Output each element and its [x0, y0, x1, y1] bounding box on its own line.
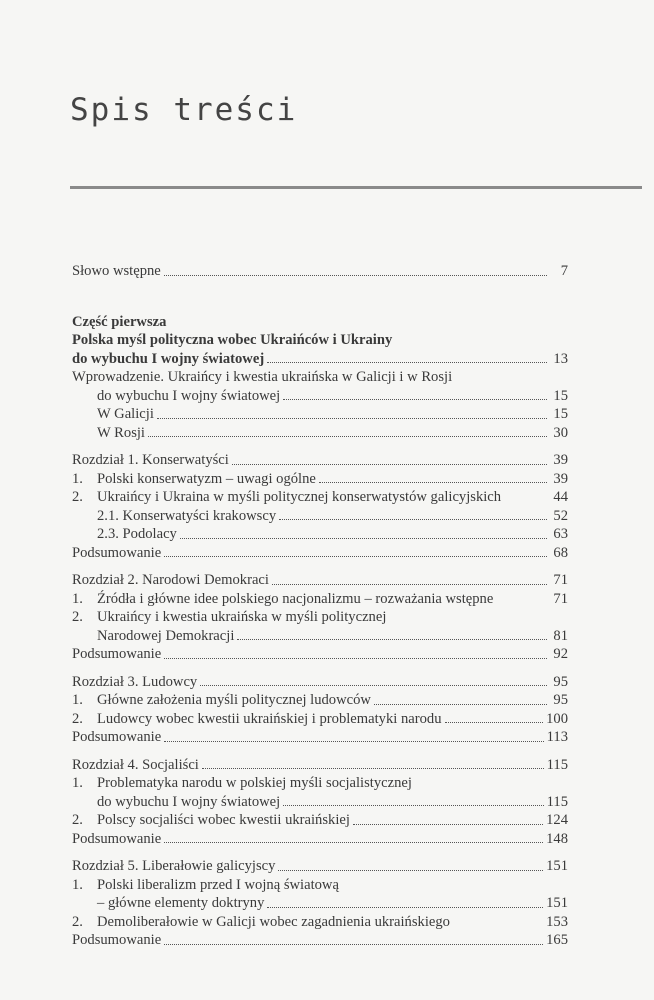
entry-title: Źródła i główne idee polskiego nacjonalizmu – rozważania wstępne [97, 590, 494, 607]
toc-entry [72, 424, 568, 443]
entry-title: Rozdział 5. Liberałowie galicyjscy [72, 858, 276, 874]
entry-number: 2. [72, 913, 83, 930]
toc-entry [72, 728, 568, 747]
dot-leader [232, 464, 547, 465]
toc-entry [72, 507, 568, 526]
entry-page-number: 151 [546, 895, 568, 911]
entry-title: Wprowadzenie. Ukraińcy i kwestia ukraińska w Galicji i w Rosji [72, 369, 453, 385]
entry-page-number: 113 [546, 729, 568, 745]
entry-title: Ludowcy wobec kwestii ukraińskiej i problematyki narodu [97, 710, 442, 727]
entry-title: Główne założenia myśli politycznej ludowców [97, 692, 371, 708]
entry-title: Narodowej Demokracji [97, 627, 235, 644]
toc-section [72, 673, 568, 747]
entry-title: Ukraińcy i kwestia ukraińska w myśli politycznej [97, 609, 387, 625]
entry-number: 1. [72, 470, 83, 487]
entry-page-number: 151 [546, 858, 568, 874]
toc-entry [72, 793, 568, 812]
entry-number: 1. [72, 775, 83, 791]
entry-number: 1. [72, 876, 83, 893]
toc-entry [72, 331, 568, 350]
toc-entry [72, 387, 568, 406]
toc-entry [72, 368, 568, 387]
dot-leader [353, 824, 543, 825]
entry-page-number: 52 [553, 507, 568, 524]
entry-page-number: 95 [553, 692, 568, 708]
toc-entry [72, 544, 568, 563]
entry-title: do wybuchu I wojny światowej [72, 350, 265, 367]
toc-entry [72, 830, 568, 849]
toc-section [72, 756, 568, 849]
entry-page-number: 7 [560, 263, 568, 279]
toc-entry [72, 691, 568, 710]
toc-section [72, 571, 568, 664]
toc-entry [72, 774, 568, 793]
entry-title: Problematyka narodu w polskiej myśli socjalistycznej [97, 775, 412, 791]
dot-leader [272, 584, 547, 585]
dot-leader [202, 768, 544, 769]
entry-page-number: 100 [546, 710, 568, 727]
table-of-contents [72, 262, 568, 950]
dot-leader [164, 275, 547, 276]
entry-page-number: 124 [546, 812, 568, 828]
toc-entry [72, 913, 568, 932]
dot-leader [148, 436, 547, 437]
dot-leader [237, 639, 547, 640]
entry-title: Część pierwsza [72, 313, 167, 330]
toc-entry [72, 470, 568, 489]
entry-title: Rozdział 3. Ludowcy [72, 673, 198, 690]
entry-page-number: 71 [553, 590, 568, 607]
entry-number: 2. [72, 489, 83, 505]
page-title: Spis treści [70, 92, 298, 128]
entry-title: Rozdział 1. Konserwatyści [72, 452, 229, 468]
toc-entry [72, 405, 568, 424]
dot-leader [164, 741, 543, 742]
entry-title: W Galicji [97, 406, 154, 422]
dot-leader [267, 362, 547, 363]
toc-entry [72, 451, 568, 470]
toc-entry [72, 571, 568, 590]
entry-title: Słowo wstępne [72, 263, 161, 279]
dot-leader [157, 418, 547, 419]
dot-leader [283, 399, 547, 400]
entry-page-number: 115 [546, 793, 568, 810]
entry-page-number: 115 [546, 756, 568, 773]
toc-entry [72, 894, 568, 913]
dot-leader [283, 805, 543, 806]
toc-section [72, 313, 568, 443]
entry-title: Rozdział 2. Narodowi Demokraci [72, 572, 269, 588]
dot-leader [200, 685, 547, 686]
dot-leader [374, 704, 547, 705]
entry-page-number: 68 [553, 544, 568, 561]
entry-title: Demoliberałowie w Galicji wobec zagadnienia ukraińskiego [97, 913, 450, 930]
entry-page-number: 39 [553, 452, 568, 468]
entry-page-number: 13 [553, 350, 568, 367]
entry-number: 2. [72, 710, 83, 727]
entry-page-number: 30 [553, 424, 568, 441]
toc-entry [72, 645, 568, 664]
entry-title: W Rosji [97, 424, 145, 441]
title-divider [70, 186, 642, 189]
toc-section [72, 857, 568, 950]
dot-leader [180, 538, 547, 539]
entry-page-number: 44 [553, 489, 568, 505]
toc-entry [72, 876, 568, 895]
entry-title: Podsumowanie [72, 932, 162, 948]
entry-title: Podsumowanie [72, 544, 162, 561]
toc-entry [72, 313, 568, 332]
entry-title: do wybuchu I wojny światowej [97, 793, 281, 810]
toc-entry [72, 857, 568, 876]
dot-leader [164, 944, 543, 945]
toc-entry [72, 488, 568, 507]
entry-title: Podsumowanie [72, 830, 162, 847]
dot-leader [164, 556, 547, 557]
entry-title: Podsumowanie [72, 646, 162, 662]
dot-leader [164, 658, 547, 659]
entry-number: 2. [72, 812, 83, 828]
toc-entry [72, 608, 568, 627]
entry-page-number: 15 [553, 387, 568, 404]
toc-section [72, 262, 568, 281]
entry-page-number: 81 [553, 627, 568, 644]
entry-page-number: 71 [553, 572, 568, 588]
dot-leader [445, 722, 544, 723]
dot-leader [279, 519, 547, 520]
entry-title: Ukraińcy i Ukraina w myśli politycznej konserwatystów galicyjskich [97, 489, 502, 505]
entry-page-number: 165 [546, 932, 568, 948]
entry-page-number: 148 [546, 830, 568, 847]
entry-page-number: 15 [553, 406, 568, 422]
toc-section [72, 451, 568, 562]
entry-number: 1. [72, 590, 83, 607]
entry-title: 2.3. Podolacy [97, 526, 177, 542]
toc-entry [72, 673, 568, 692]
entry-title: – główne elementy doktryny [97, 895, 265, 911]
entry-title: 2.1. Konserwatyści krakowscy [97, 507, 277, 524]
entry-page-number: 39 [553, 470, 568, 487]
toc-entry [72, 710, 568, 729]
dot-leader [164, 842, 543, 843]
toc-entry [72, 756, 568, 775]
entry-page-number: 95 [553, 673, 568, 690]
dot-leader [319, 482, 547, 483]
entry-page-number: 153 [546, 913, 568, 930]
toc-entry [72, 525, 568, 544]
entry-title: do wybuchu I wojny światowej [97, 387, 281, 404]
dot-leader [278, 870, 543, 871]
entry-number: 2. [72, 609, 83, 625]
toc-entry [72, 811, 568, 830]
entry-page-number: 92 [553, 646, 568, 662]
entry-title: Podsumowanie [72, 729, 162, 745]
entry-title: Polski liberalizm przed I wojną światową [97, 876, 339, 893]
entry-page-number: 63 [553, 526, 568, 542]
entry-title: Polski konserwatyzm – uwagi ogólne [97, 470, 316, 487]
entry-title: Polscy socjaliści wobec kwestii ukraińskiej [97, 812, 350, 828]
toc-entry [72, 590, 568, 609]
entry-title: Polska myśl polityczna wobec Ukraińców i Ukrainy [72, 332, 393, 348]
dot-leader [267, 907, 543, 908]
toc-entry [72, 931, 568, 950]
toc-entry [72, 627, 568, 646]
toc-entry [72, 350, 568, 369]
toc-entry [72, 262, 568, 281]
entry-title: Rozdział 4. Socjaliści [72, 756, 199, 773]
entry-number: 1. [72, 692, 83, 708]
